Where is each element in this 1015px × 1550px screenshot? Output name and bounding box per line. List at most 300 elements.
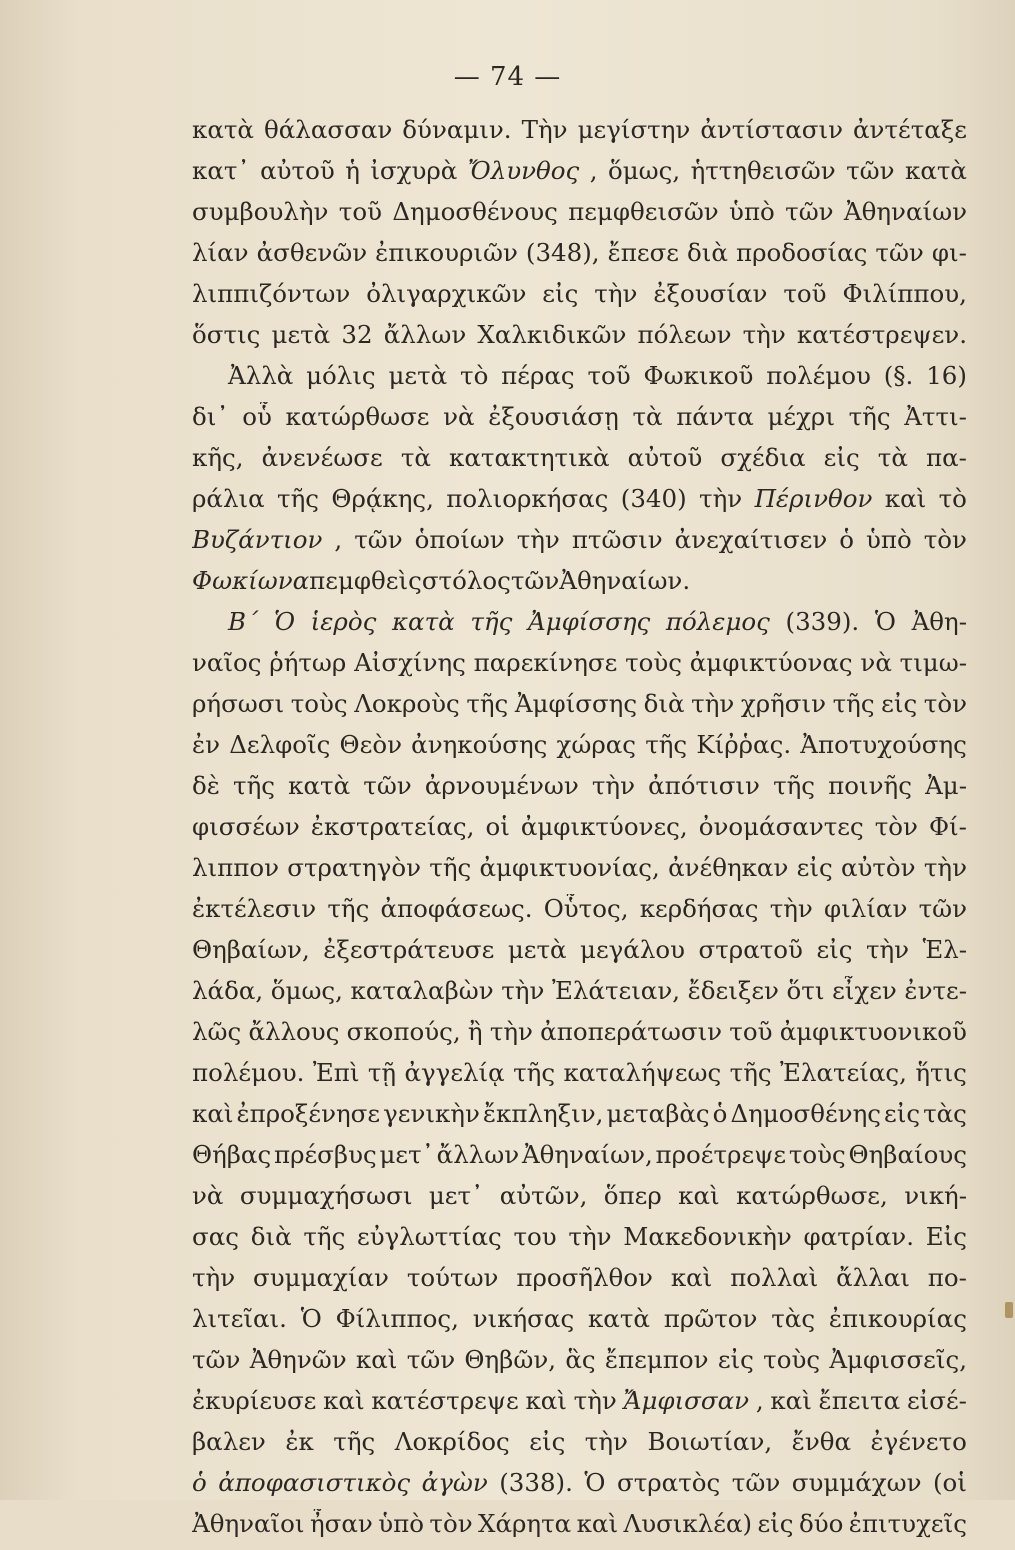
word: ὀνομάσαντες [698, 812, 864, 841]
word: (οἱ [932, 1468, 967, 1497]
word: κῆς, [192, 443, 244, 472]
word: ἐπικουριῶν [375, 238, 518, 267]
word: τοὺς [788, 1140, 846, 1169]
word: τῶν [918, 894, 967, 923]
word: ὅτι [786, 976, 825, 1005]
word: σας [192, 1222, 239, 1251]
word: Ὁ [300, 1304, 322, 1333]
text-line [192, 115, 967, 156]
word: στρατὸς [617, 1468, 721, 1497]
word: τὴν [516, 525, 560, 554]
word: ἄλλους [248, 1017, 340, 1046]
word: τῆς [333, 1427, 376, 1456]
word: λῶς [192, 1017, 242, 1046]
word: τὴν [691, 689, 735, 718]
word: ἐπικουρίας [828, 1304, 967, 1333]
word: μεγάλου [580, 935, 686, 964]
word: ὁ [712, 1099, 728, 1128]
word: ἐκτέλεσιν [192, 894, 317, 923]
word: κατακτητικὰ [449, 443, 610, 472]
word: τὰ [400, 443, 431, 472]
word: δὲ [192, 771, 220, 800]
word: , [755, 1386, 764, 1415]
word: τοὺς [290, 689, 348, 718]
word: ὁποίων [414, 525, 505, 554]
body-text [192, 115, 967, 1550]
word: εἰς [881, 689, 918, 718]
text-line [192, 1509, 967, 1550]
word: εἰς [542, 279, 579, 308]
word: Αἰσχίνης [354, 648, 466, 677]
word: ἐξουσίαν [653, 279, 768, 308]
word: Ἀμφίσσης [514, 689, 638, 718]
word: 32 [341, 320, 373, 349]
word: λίαν [192, 238, 249, 267]
word: παρεκίνησε [473, 648, 618, 677]
text-line [192, 1058, 967, 1099]
word: τῶν [363, 771, 412, 800]
word: ἀμφικτυονίας, [479, 853, 660, 882]
word: μεγίστην [577, 115, 691, 144]
text-line [192, 1099, 967, 1140]
word: νική- [904, 1181, 967, 1210]
word: ράλια [192, 484, 265, 513]
text-line [192, 1263, 967, 1304]
word: μετ᾿ [428, 1181, 484, 1210]
word: οὗ [242, 402, 272, 431]
word: τὸν [874, 812, 918, 841]
word: τὰς [923, 1099, 967, 1128]
word: τὴν [769, 894, 813, 923]
word: τὸ [460, 361, 489, 390]
word: καὶ [323, 1386, 365, 1415]
word: Λοκρίδος [394, 1427, 510, 1456]
italic-word: Ὄλυνθος [467, 156, 580, 185]
word: Ἀθηναίων [843, 197, 967, 226]
word: του [513, 1222, 557, 1251]
word: Χαλκιδικῶν [477, 320, 627, 349]
word: λάδα, [192, 976, 264, 1005]
word: πτῶσιν [571, 525, 663, 554]
word: Θρᾴκης, [331, 484, 434, 513]
word: Θήβας [192, 1140, 272, 1169]
word: τὴν [699, 484, 743, 513]
word: , [334, 525, 343, 554]
word: τῆς [327, 894, 370, 923]
text-line [192, 771, 967, 812]
text-line [192, 1468, 967, 1509]
word: ἐξεστράτευσε [323, 935, 495, 964]
word: τῆς [848, 402, 891, 431]
word: πόλεων [637, 320, 732, 349]
word: Δελφοῖς [229, 730, 331, 759]
word: μετὰ [507, 935, 567, 964]
word: τὴν [489, 1017, 533, 1046]
text-line [192, 156, 967, 197]
word: Ἀθηναίων. [559, 566, 691, 595]
text-line [192, 1222, 967, 1263]
word: κατέστρεψεν. [796, 320, 967, 349]
word: κατὰ [905, 156, 967, 185]
word: , [589, 156, 598, 185]
text-line [192, 238, 967, 279]
word: εἰς [823, 443, 860, 472]
word: εἰς [816, 935, 853, 964]
word: αὐτοῦ [627, 443, 703, 472]
word: ὅστις [192, 320, 261, 349]
word: ἐντε- [904, 976, 967, 1005]
word: φι- [931, 238, 967, 267]
word: κατ᾿ [192, 156, 250, 185]
word: καταλαβὼν [350, 976, 494, 1005]
word: ὁ [839, 525, 855, 554]
word: τῆς [729, 1058, 772, 1087]
word: συμμαχήσωσι [239, 1181, 413, 1210]
word: ἀντέταξε [853, 115, 967, 144]
word: (§. [883, 361, 914, 390]
word: εἰς [796, 853, 833, 882]
word: τῆς [832, 689, 875, 718]
text-line [192, 1386, 967, 1427]
word: Βοιωτίαν, [647, 1427, 773, 1456]
word: Ἀλλὰ [228, 361, 294, 390]
word: Θηβαίους [848, 1140, 967, 1169]
word: αὐτὸν [840, 853, 916, 882]
word: τὰ [877, 443, 908, 472]
word: μόλις [306, 361, 376, 390]
italic-word: Β´ [228, 607, 259, 636]
word: νὰ [860, 648, 892, 677]
text-line [192, 976, 967, 1017]
word: νὰ [192, 1181, 224, 1210]
word: ὅμως, [607, 156, 681, 185]
word: συμμάχων [791, 1468, 922, 1497]
word: τοὺς [763, 1345, 821, 1374]
word: Φίλιππος, [335, 1304, 459, 1333]
word: εἶχεν [832, 976, 897, 1005]
word: ἀμφικτυονικοῦ [779, 1017, 967, 1046]
italic-word: κατὰ [391, 607, 455, 636]
text-line [192, 361, 967, 402]
word: τῆς [773, 771, 816, 800]
word: ἀπότισιν [648, 771, 760, 800]
word: φατρίαν. [803, 1222, 914, 1251]
word: πο- [927, 1263, 967, 1292]
word: τὸν [429, 1509, 473, 1538]
word: τοὺς [625, 648, 682, 677]
word: καὶ [670, 1263, 713, 1292]
word: πολιορκήσας [446, 484, 609, 513]
word: μετ᾿ [379, 1140, 434, 1169]
word: (348), [525, 238, 600, 267]
word: κατὰ [587, 1304, 650, 1333]
word: Χάρητα [478, 1509, 572, 1538]
text-line [192, 525, 967, 566]
word: τὸ [938, 484, 967, 513]
word: κατώρθωσε, [736, 1181, 888, 1210]
word: τούτων [406, 1263, 499, 1292]
word: γενικὴν [383, 1099, 480, 1128]
italic-word: Ὁ [273, 607, 295, 636]
word: Οὗτος, [543, 894, 629, 923]
italic-word: Ἄμφισσαν [623, 1386, 750, 1415]
word: εἰσέ- [906, 1386, 967, 1415]
word: τῆς [277, 484, 319, 513]
word: ὑπὸ [866, 525, 912, 554]
word: ἀποπεράτωσιν [540, 1017, 723, 1046]
word: τὴν [591, 771, 635, 800]
word: κατὰ [288, 771, 351, 800]
word: τῶν [354, 525, 403, 554]
word: ἔπεσε [607, 238, 679, 267]
word: ἐκυρίευσε [192, 1386, 317, 1415]
word: πεμφθεισῶν [568, 197, 719, 226]
word: τῆς [645, 730, 688, 759]
word: νικήσας [472, 1304, 575, 1333]
word: πρῶτον [663, 1304, 758, 1333]
word: καὶ [884, 484, 927, 513]
text-line [192, 648, 967, 689]
word: Ἑλ- [922, 935, 967, 964]
word: Ἀμ- [925, 771, 967, 800]
word: μετὰ [388, 361, 448, 390]
word: Φιλίππου, [842, 279, 967, 308]
word: ἢ [467, 1017, 483, 1046]
word: κερδήσας [639, 894, 759, 923]
word: τῆς [303, 1222, 346, 1251]
word: Τὴν [521, 115, 568, 144]
word: ἔπειτα [818, 1386, 901, 1415]
word: ναῖος [192, 648, 262, 677]
word: ἄλλαι [836, 1263, 910, 1292]
text-line [192, 1181, 967, 1222]
word: συμμαχίαν [253, 1263, 389, 1292]
word: ὅπερ [603, 1181, 662, 1210]
word: Ἐλατείας, [780, 1058, 907, 1087]
word: θάλασσαν [264, 115, 393, 144]
word: Θεὸν [339, 730, 402, 759]
italic-word: πόλεμος [665, 607, 770, 636]
word: Μακεδονικὴν [623, 1222, 792, 1251]
word: καταλήψεως [563, 1058, 722, 1087]
word: τὴν [501, 976, 545, 1005]
word: ἀποφάσεως. [380, 894, 533, 923]
word: Ἀθηναίων, [521, 1140, 653, 1169]
word: ὅμως, [270, 976, 343, 1005]
word: ἀμφικτύονες, [520, 812, 688, 841]
word: στρατοῦ [698, 935, 803, 964]
text-line [192, 279, 967, 320]
word: Ὁ [874, 607, 896, 636]
italic-word: ὁ [192, 1468, 207, 1497]
word: ἀντίστασιν [700, 115, 843, 144]
word: τῆς [513, 1058, 556, 1087]
word: καὶ [678, 1181, 720, 1210]
word: προσῆλθον [516, 1263, 653, 1292]
text-line [192, 1017, 967, 1058]
text-line [192, 935, 967, 976]
word: ἡ [345, 156, 360, 185]
word: τῶν [406, 1345, 456, 1374]
italic-word: ἀποφασιστικὸς [218, 1468, 411, 1497]
word: τῶν [510, 566, 560, 595]
word: στρατηγὸν [287, 853, 421, 882]
word: ἰσχυρὰ [370, 156, 458, 185]
word: ρήσωσι [192, 689, 285, 718]
word: Δημοσθένους [392, 197, 558, 226]
word: ἀνεχαίτισεν [674, 525, 828, 554]
word: τὰ [632, 402, 663, 431]
word: Ἐπὶ [312, 1058, 360, 1087]
word: ἀνηκούσης [411, 730, 548, 759]
word: Ἀθηνῶν [249, 1345, 347, 1374]
word: Φί- [928, 812, 967, 841]
word: ποινῆς [828, 771, 912, 800]
word: τῆς [466, 689, 509, 718]
word: δύναμιν. [402, 115, 512, 144]
italic-word: τῆς [470, 607, 513, 636]
word: τὰς [771, 1304, 816, 1333]
word: καὶ [770, 1386, 812, 1415]
word: ἦσαν [309, 1509, 373, 1538]
page-number: — 74 — [453, 62, 562, 92]
word: ἐγένετο [870, 1427, 967, 1456]
word: διὰ [687, 238, 728, 267]
word: τὸν [923, 689, 967, 718]
word: προδοσίας [735, 238, 868, 267]
word: ἐν [192, 730, 221, 759]
word: μεταβὰς [606, 1099, 710, 1128]
word: κατώρθωσε [285, 402, 430, 431]
text-line [192, 320, 967, 361]
word: 16) [926, 361, 967, 390]
word: πεμφθεὶς [309, 566, 422, 595]
word: τιμω- [899, 648, 967, 677]
word: ἔνθα [791, 1427, 852, 1456]
word: Ἀμφισσεῖς, [829, 1345, 967, 1374]
word: τὴν [865, 935, 910, 964]
word: ἃς [565, 1345, 596, 1374]
word: ἐπροξένησε [236, 1099, 381, 1128]
word: τὴν [192, 1263, 236, 1292]
word: λιππον [192, 853, 279, 882]
text-line [192, 689, 967, 730]
word: ἀμφικτύονας [689, 648, 853, 677]
word: πα- [925, 443, 967, 472]
word: εἰς [884, 1099, 921, 1128]
word: εἰς [757, 1509, 794, 1538]
word: ἔκπληξιν, [482, 1099, 604, 1128]
text-line [192, 443, 967, 484]
word: ἀσθενῶν [256, 238, 368, 267]
word: ἄλλων [383, 320, 467, 349]
word: Θηβῶν, [464, 1345, 557, 1374]
word: ἐκστρατείας, [310, 812, 475, 841]
word: καὶ [192, 1099, 234, 1128]
word: Ἀττι- [904, 402, 967, 431]
text-line [192, 1427, 967, 1468]
word: τοῦ [729, 1017, 773, 1046]
word: πρέσβυς [273, 1140, 377, 1169]
word: Ἀποτυχούσης [800, 730, 967, 759]
text-line [192, 484, 967, 525]
word: δι᾿ [192, 402, 229, 431]
word: τοῦ [587, 361, 631, 390]
word: (338). [499, 1468, 573, 1497]
word: μέχρι [767, 402, 835, 431]
word: βαλεν [192, 1427, 266, 1456]
word: φιλίαν [824, 894, 908, 923]
word: τὴν [573, 1386, 617, 1415]
text-line [192, 1345, 967, 1386]
word: Λοκροὺς [354, 689, 460, 718]
word: εἰς [529, 1427, 566, 1456]
text-line [192, 894, 967, 935]
word: εὐγλωττίας [357, 1222, 502, 1251]
word: ὑπὸ [378, 1509, 424, 1538]
word: Λυσικλέα) [623, 1509, 753, 1538]
word: Ὁ [584, 1468, 606, 1497]
word: Θηβαίων, [192, 935, 310, 964]
word: αὐτοῦ [260, 156, 335, 185]
text-line [192, 402, 967, 443]
word: πολέμου. [192, 1058, 305, 1087]
word: καὶ [525, 1386, 567, 1415]
word: Ἀθη- [911, 607, 967, 636]
word: τῶν [846, 156, 895, 185]
text-line [192, 1304, 967, 1345]
word: ἐξουσιάσῃ [488, 402, 619, 431]
text-line [192, 197, 967, 238]
word: κατέστρεψε [371, 1386, 519, 1415]
word: τῇ [367, 1058, 397, 1087]
word: τῶν [731, 1468, 781, 1497]
word: ἔπεμπον [604, 1345, 709, 1374]
word: λιππιζόντων [192, 279, 351, 308]
italic-word: ἱερὸς [310, 607, 377, 636]
word: ἀνέθηκαν [668, 853, 789, 882]
italic-word: Πέρινθον [754, 484, 873, 513]
word: ἔδειξεν [687, 976, 779, 1005]
italic-word: Ἀμφίσσης [528, 607, 651, 636]
word: χώρας [556, 730, 637, 759]
word: φισσέων [192, 812, 300, 841]
word: Ἐλάτειαν, [551, 976, 681, 1005]
word: ἐπιτυχεῖς [848, 1509, 967, 1538]
word: τῶν [785, 197, 834, 226]
word: τὸν [923, 525, 967, 554]
word: νὰ [443, 402, 475, 431]
word: τῆς [429, 853, 472, 882]
word: ἀγγελίᾳ [404, 1058, 505, 1087]
word: ἐκ [285, 1427, 314, 1456]
word: σκοπούς, [346, 1017, 461, 1046]
word: τῆς [233, 771, 276, 800]
word: ἀνενέωσε [261, 443, 383, 472]
italic-word: Βυζάντιον [192, 525, 323, 554]
text-line [192, 853, 967, 894]
word: στόλος [421, 566, 511, 595]
word: (340) [620, 484, 687, 513]
word: τῶν [192, 1345, 241, 1374]
text-line [192, 812, 967, 853]
word: πέρας [501, 361, 575, 390]
word: Εἰς [925, 1222, 967, 1251]
word: εἰς [717, 1345, 754, 1374]
word: Ἀθηναῖοι [192, 1509, 305, 1538]
word: χρῆσιν [740, 689, 827, 718]
word: Κίῤῥας. [696, 730, 792, 759]
